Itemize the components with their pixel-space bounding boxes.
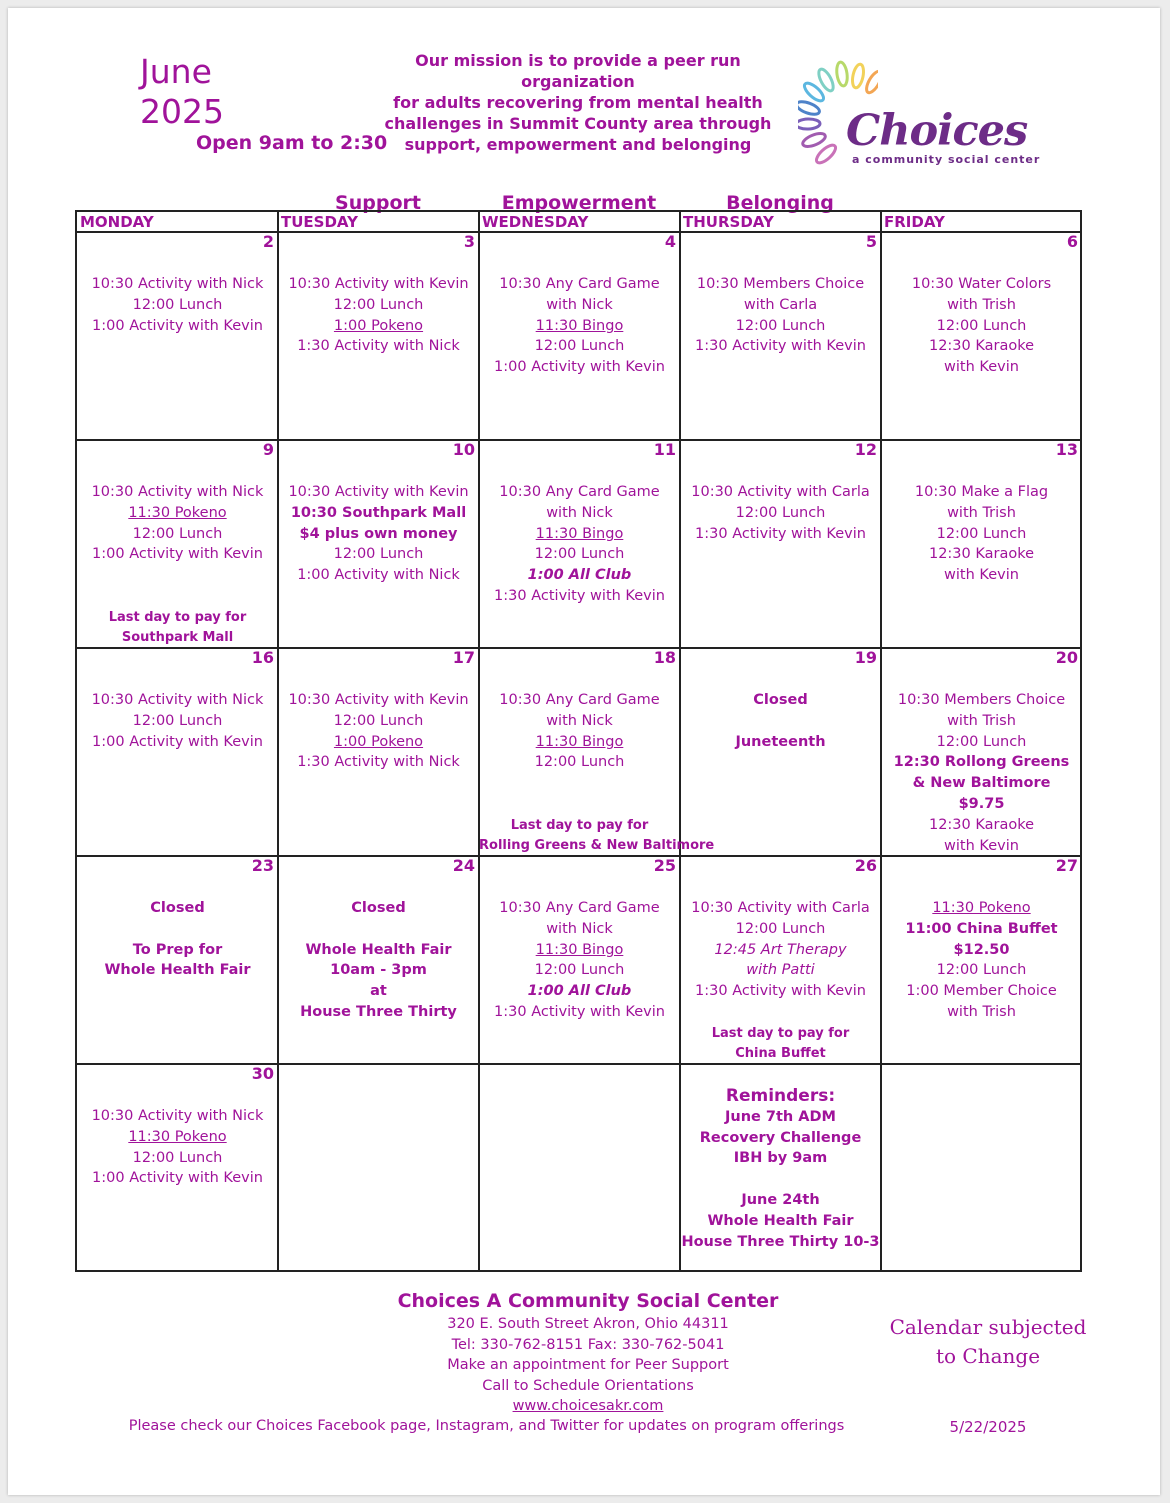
event-line: 10:30 Activity with Nick xyxy=(91,484,264,500)
event-line: $9.75 xyxy=(958,795,1005,812)
event-line: 12:45 Art Therapy xyxy=(714,941,847,958)
event-line: House Three Thirty xyxy=(300,1003,457,1020)
day-cell xyxy=(680,1064,881,1272)
event-line: 10:30 Activity with Kevin xyxy=(288,276,469,292)
event-line: 12:00 Lunch xyxy=(132,712,223,729)
event-line xyxy=(680,711,881,732)
calendar-page xyxy=(8,8,1160,1495)
payment-deadline-note xyxy=(77,608,278,648)
day-header-monday: MONDAY xyxy=(80,213,154,231)
event-line: 12:00 Lunch xyxy=(534,546,625,563)
event-line: 1:00 Pokeno xyxy=(333,733,424,750)
event-line: 1:30 Activity with Kevin xyxy=(695,525,866,542)
reminder-line: Recovery Challenge xyxy=(699,1129,862,1146)
event-line: 10:30 Members Choice xyxy=(897,692,1066,708)
theme-empowerment: Empowerment xyxy=(501,192,657,214)
event-list xyxy=(278,232,479,357)
day-number: 20 xyxy=(1055,648,1078,667)
event-line: 11:30 Bingo xyxy=(535,733,624,750)
day-number: 25 xyxy=(653,856,676,875)
event-line: 11:30 Pokeno xyxy=(128,1128,227,1145)
day-number: 4 xyxy=(664,232,676,251)
event-line: with Nick xyxy=(546,296,613,313)
open-hours: Open 9am to 2:30 xyxy=(196,132,388,154)
logo-tagline: a community social center xyxy=(852,153,1041,166)
note-line: Last day to pay for xyxy=(510,818,649,833)
day-number: 19 xyxy=(854,648,877,667)
event-line: 1:30 Activity with Nick xyxy=(297,754,460,771)
event-list xyxy=(479,856,680,1023)
reminder-line: June 24th xyxy=(741,1191,820,1208)
footer-social: Please check our Choices Facebook page, Instagram, and Twitter for updates on program offerings xyxy=(128,1418,845,1434)
event-line: 1:00 Activity with Nick xyxy=(297,567,460,584)
event-line: 10:30 Activity with Nick xyxy=(91,1108,264,1124)
event-line: with Kevin xyxy=(944,567,1019,584)
event-list xyxy=(278,440,479,586)
footer-appointment: Make an appointment for Peer Support xyxy=(447,1357,729,1373)
event-line: 12:30 Rollong Greens xyxy=(893,754,1070,771)
event-line: 1:00 Member Choice xyxy=(906,983,1057,1000)
event-list xyxy=(881,232,1082,378)
event-line: 12:00 Lunch xyxy=(936,733,1027,750)
day-number: 23 xyxy=(251,856,274,875)
day-cell xyxy=(278,1064,479,1272)
day-cell xyxy=(77,440,278,648)
event-line: $12.50 xyxy=(953,941,1010,958)
note-line: China Buffet xyxy=(735,1046,826,1061)
payment-deadline-note xyxy=(680,1024,881,1064)
event-line: 12:30 Karaoke xyxy=(928,546,1035,563)
event-line: 10:30 Water Colors xyxy=(911,276,1052,292)
day-cell xyxy=(479,856,680,1064)
event-line: 10:30 Any Card Game xyxy=(499,484,660,500)
day-cell xyxy=(77,1064,278,1272)
event-line: 10:30 Southpark Mall xyxy=(290,504,467,521)
disclaimer xyxy=(878,1313,1098,1371)
reminders-title: Reminders: xyxy=(725,1086,836,1106)
event-line: 11:30 Pokeno xyxy=(932,900,1031,916)
reminder-line xyxy=(680,1169,881,1190)
day-number: 11 xyxy=(653,440,676,459)
reminder-line: House Three Thirty 10-3 xyxy=(681,1233,880,1250)
reminder-line: IBH by 9am xyxy=(733,1150,828,1167)
day-cell xyxy=(479,1064,680,1272)
event-line: Closed xyxy=(150,900,205,916)
event-line: 11:30 Bingo xyxy=(535,525,624,542)
event-line: 1:00 Activity with Kevin xyxy=(92,733,263,750)
month-title xyxy=(140,52,270,132)
event-list xyxy=(680,440,881,544)
event-list xyxy=(479,440,680,607)
event-line: 12:00 Lunch xyxy=(333,712,424,729)
event-line: 10:30 Any Card Game xyxy=(499,900,660,916)
event-line: 12:00 Lunch xyxy=(735,504,826,521)
event-line: with Kevin xyxy=(944,359,1019,376)
event-list xyxy=(77,232,278,336)
event-line: 12:00 Lunch xyxy=(735,317,826,334)
event-line: 1:30 Activity with Kevin xyxy=(494,1003,665,1020)
event-list xyxy=(77,648,278,752)
event-line: with Kevin xyxy=(944,837,1019,854)
event-line: 1:30 Activity with Kevin xyxy=(695,338,866,355)
event-line: 10:30 Activity with Nick xyxy=(91,692,264,708)
event-line: 12:00 Lunch xyxy=(936,962,1027,979)
event-line: 12:00 Lunch xyxy=(132,296,223,313)
day-cell xyxy=(680,648,881,856)
event-line: 11:00 China Buffet xyxy=(905,920,1058,937)
day-number: 3 xyxy=(463,232,475,251)
day-number: 12 xyxy=(854,440,877,459)
event-line: with Trish xyxy=(947,712,1016,729)
footer-orientation: Call to Schedule Orientations xyxy=(482,1377,694,1394)
theme-support: Support xyxy=(335,192,421,214)
day-cell xyxy=(479,440,680,648)
day-cell xyxy=(479,232,680,440)
event-line xyxy=(278,919,479,940)
event-line: 10:30 Activity with Kevin xyxy=(288,692,469,708)
footer-contact xyxy=(388,1288,788,1417)
event-line: 1:30 Activity with Nick xyxy=(297,338,460,355)
event-line: 1:00 Activity with Kevin xyxy=(92,1170,263,1187)
mission-statement xyxy=(378,50,778,155)
day-number: 10 xyxy=(452,440,475,459)
note-line: Rolling Greens & New Baltimore xyxy=(479,838,715,853)
event-line: with Carla xyxy=(743,296,818,313)
event-line: 12:00 Lunch xyxy=(333,546,424,563)
day-number: 13 xyxy=(1055,440,1078,459)
event-line: $4 plus own money xyxy=(299,525,458,542)
theme-belonging: Belonging xyxy=(726,192,834,214)
event-line: 1:00 Activity with Kevin xyxy=(92,317,263,334)
event-list xyxy=(479,648,680,773)
reminder-line: Whole Health Fair xyxy=(707,1212,854,1229)
month-name: June xyxy=(140,52,212,91)
event-line: 1:00 Pokeno xyxy=(333,317,424,334)
event-line: 12:00 Lunch xyxy=(735,920,826,937)
event-line: Whole Health Fair xyxy=(305,941,452,958)
event-list xyxy=(77,1064,278,1189)
event-line: Whole Health Fair xyxy=(104,962,251,979)
event-list xyxy=(680,1064,881,1252)
day-number: 5 xyxy=(865,232,877,251)
day-number: 26 xyxy=(854,856,877,875)
event-line: 1:00 Activity with Kevin xyxy=(92,546,263,563)
event-line: 12:00 Lunch xyxy=(534,962,625,979)
event-list xyxy=(278,1064,479,1106)
event-line: 12:00 Lunch xyxy=(936,525,1027,542)
event-line: 10am - 3pm xyxy=(330,962,427,979)
event-list xyxy=(680,856,881,1002)
event-line: Juneteenth xyxy=(735,733,826,750)
event-line: 12:30 Karaoke xyxy=(928,816,1035,833)
event-line: 12:00 Lunch xyxy=(132,1149,223,1166)
day-number: 27 xyxy=(1055,856,1078,875)
event-line: 11:30 Bingo xyxy=(535,941,624,958)
disclaimer-line: to Change xyxy=(935,1344,1041,1368)
day-cell xyxy=(77,856,278,1064)
day-cell xyxy=(77,232,278,440)
day-cell xyxy=(881,232,1082,440)
note-line: Southpark Mall xyxy=(121,630,234,645)
event-line: with Patti xyxy=(746,962,815,979)
disclaimer-line: Calendar subjected xyxy=(889,1315,1087,1339)
event-line: 12:30 Karaoke xyxy=(928,338,1035,355)
event-line: 12:00 Lunch xyxy=(333,296,424,313)
payment-deadline-note xyxy=(479,816,715,856)
event-list xyxy=(278,648,479,773)
mission-line: for adults recovering from mental health xyxy=(393,93,763,112)
reminder-line: June 7th ADM xyxy=(724,1108,836,1125)
event-line: 1:00 All Club xyxy=(527,567,632,584)
event-line: To Prep for xyxy=(132,941,223,958)
day-cell xyxy=(881,648,1082,856)
day-header-wednesday: WEDNESDAY xyxy=(482,213,589,231)
event-list xyxy=(881,1064,1082,1106)
day-number: 30 xyxy=(251,1064,274,1083)
note-line: Last day to pay for xyxy=(108,610,247,625)
event-line: 10:30 Activity with Carla xyxy=(691,484,870,500)
event-line: 10:30 Activity with Carla xyxy=(691,900,870,916)
day-number: 18 xyxy=(653,648,676,667)
event-line: 11:30 Bingo xyxy=(535,317,624,334)
day-cell xyxy=(680,856,881,1064)
day-header-friday: FRIDAY xyxy=(884,213,945,231)
day-cell xyxy=(278,232,479,440)
event-list xyxy=(479,1064,680,1106)
event-list xyxy=(881,648,1082,856)
event-line: 12:00 Lunch xyxy=(534,338,625,355)
day-cell xyxy=(680,232,881,440)
event-line: with Nick xyxy=(546,712,613,729)
event-line: & New Baltimore xyxy=(912,775,1051,792)
event-line: 12:00 Lunch xyxy=(534,754,625,771)
footer-phone: Tel: 330-762-8151 Fax: 330-762-5041 xyxy=(451,1336,725,1353)
event-line: with Nick xyxy=(546,504,613,521)
event-line: 10:30 Make a Flag xyxy=(914,484,1049,500)
event-line: 12:00 Lunch xyxy=(936,317,1027,334)
day-number: 9 xyxy=(262,440,274,459)
event-line: 10:30 Activity with Kevin xyxy=(288,484,469,500)
event-line: with Trish xyxy=(947,504,1016,521)
month-year: 2025 xyxy=(140,92,224,131)
day-number: 24 xyxy=(452,856,475,875)
event-line: at xyxy=(370,983,387,1000)
mission-line: challenges in Summit County area through xyxy=(384,114,772,133)
choices-logo xyxy=(798,60,1048,172)
event-line: Closed xyxy=(753,692,808,708)
event-list xyxy=(77,856,278,981)
event-line: 10:30 Members Choice xyxy=(696,276,865,292)
event-list xyxy=(680,648,881,752)
day-cell xyxy=(680,440,881,648)
day-cell xyxy=(881,856,1082,1064)
event-line: 1:00 Activity with Kevin xyxy=(494,359,665,376)
event-line: 1:00 All Club xyxy=(527,983,632,1000)
event-line: 10:30 Activity with Nick xyxy=(91,276,264,292)
event-list xyxy=(881,440,1082,586)
day-cell xyxy=(278,440,479,648)
footer-address: 320 E. South Street Akron, Ohio 44311 xyxy=(447,1316,729,1332)
footer-website-link[interactable]: www.choicesakr.com xyxy=(512,1398,664,1414)
day-cell xyxy=(881,440,1082,648)
event-line: 11:30 Pokeno xyxy=(128,504,227,521)
event-line: 1:30 Activity with Kevin xyxy=(494,587,665,604)
day-header-tuesday: TUESDAY xyxy=(281,213,358,231)
day-number: 6 xyxy=(1066,232,1078,251)
day-cell xyxy=(881,1064,1082,1272)
day-cell xyxy=(278,856,479,1064)
day-number: 17 xyxy=(452,648,475,667)
event-line xyxy=(77,919,278,940)
event-list xyxy=(881,856,1082,1023)
day-cell xyxy=(278,648,479,856)
day-cell xyxy=(77,648,278,856)
event-line: Closed xyxy=(351,900,406,916)
mission-line: Our mission is to provide a peer run organization xyxy=(415,51,741,91)
event-line: 10:30 Any Card Game xyxy=(499,692,660,708)
day-header-thursday: THURSDAY xyxy=(683,213,774,231)
event-list xyxy=(479,232,680,378)
event-line: 12:00 Lunch xyxy=(132,525,223,542)
updated-date: 5/22/2025 xyxy=(949,1418,1027,1436)
logo-wordmark: Choices xyxy=(846,106,1028,156)
footer-org-name: Choices A Community Social Center xyxy=(397,1290,779,1312)
event-line: with Trish xyxy=(947,1003,1016,1020)
event-line: with Nick xyxy=(546,920,613,937)
event-line: 1:30 Activity with Kevin xyxy=(695,983,866,1000)
event-list xyxy=(278,856,479,1023)
day-cell xyxy=(479,648,715,856)
day-number: 16 xyxy=(251,648,274,667)
calendar-grid xyxy=(75,210,1082,1272)
note-line: Last day to pay for xyxy=(711,1026,850,1041)
day-number: 2 xyxy=(262,232,274,251)
event-list xyxy=(680,232,881,357)
event-line: 10:30 Any Card Game xyxy=(499,276,660,292)
mission-line: support, empowerment and belonging xyxy=(404,135,752,154)
event-line: with Trish xyxy=(947,296,1016,313)
event-list xyxy=(77,440,278,565)
